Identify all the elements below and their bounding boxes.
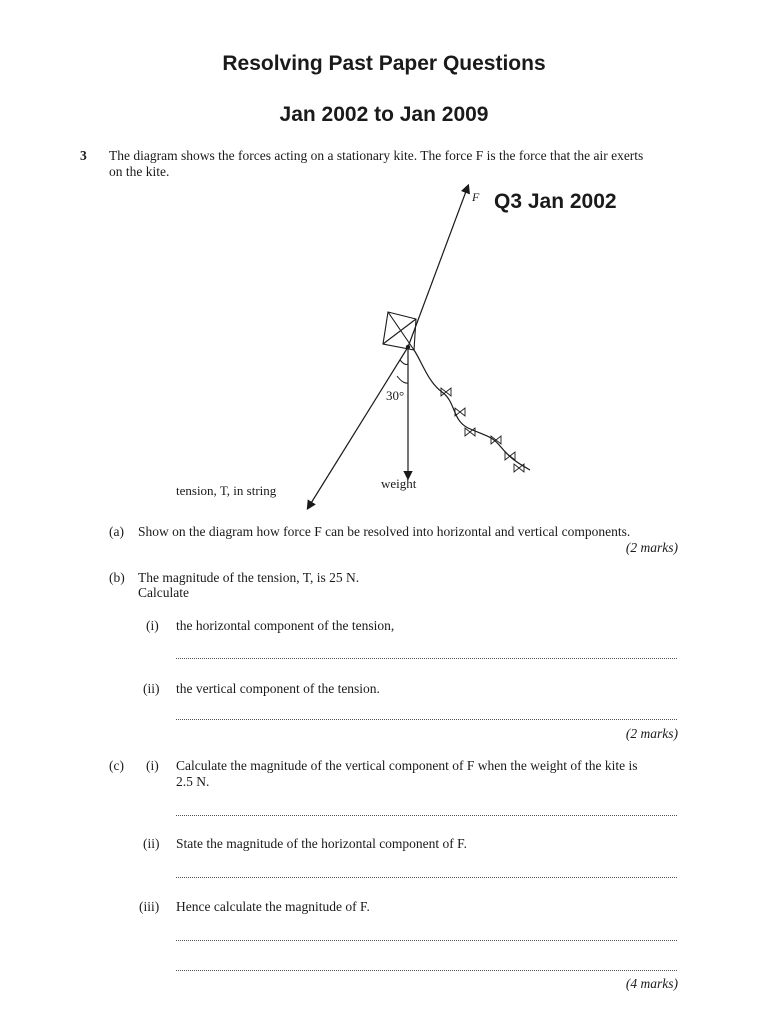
part-c-marks: (4 marks) [625, 976, 678, 991]
part-c-label: (c) [109, 758, 124, 773]
kite-shape [383, 312, 416, 350]
answer-line-c-iii-2[interactable] [176, 970, 677, 971]
part-c-i-text-2: 2.5 N. [176, 774, 210, 789]
part-a-label: (a) [109, 524, 124, 539]
question-source-tag: Q3 Jan 2002 [494, 190, 617, 213]
part-b-i-text: the horizontal component of the tension, [176, 618, 395, 633]
answer-line-c-iii-1[interactable] [176, 940, 677, 941]
answer-line-c-ii[interactable] [176, 877, 677, 878]
angle-arc [400, 360, 408, 365]
kite-tail [414, 350, 530, 470]
part-b-ii-text: the vertical component of the tension. [176, 681, 380, 696]
part-c-i-text-1: Calculate the magnitude of the vertical component of F when the weight of the kite is [176, 758, 638, 773]
part-c-i-label: (i) [146, 758, 159, 773]
answer-line-c-i[interactable] [176, 815, 677, 816]
angle-label: 30° [386, 388, 405, 403]
part-b-i-label: (i) [146, 618, 159, 633]
question-number: 3 [80, 148, 87, 163]
part-c-ii-text: State the magnitude of the horizontal component of F. [176, 836, 467, 851]
force-f-arrow [408, 186, 468, 347]
force-f-label: F [472, 190, 480, 204]
page-subtitle: Jan 2002 to Jan 2009 [279, 103, 489, 126]
part-b-text-2: Calculate [138, 585, 189, 600]
weight-label: weight [381, 476, 417, 491]
part-b-marks: (2 marks) [625, 726, 678, 741]
tail-bows [441, 388, 524, 472]
part-c-ii-label: (ii) [143, 836, 160, 851]
tension-label: tension, T, in string [176, 483, 277, 498]
answer-line-b-ii[interactable] [176, 719, 677, 720]
part-a-text: Show on the diagram how force F can be resolved into horizontal and vertical components. [138, 524, 631, 539]
question-intro-line-1: The diagram shows the forces acting on a stationary kite. The force F is the force that the air exerts [109, 148, 644, 163]
part-b-label: (b) [109, 570, 125, 585]
part-b-ii-label: (ii) [143, 681, 160, 696]
part-c-iii-text: Hence calculate the magnitude of F. [176, 899, 370, 914]
part-b-text-1: The magnitude of the tension, T, is 25 N. [138, 570, 360, 585]
page-title: Resolving Past Paper Questions [222, 52, 546, 75]
part-c-iii-label: (iii) [139, 899, 160, 914]
part-a-marks: (2 marks) [625, 540, 678, 555]
kite-centre-point [406, 345, 410, 349]
question-intro-line-2: on the kite. [109, 164, 170, 179]
answer-line-b-i[interactable] [176, 658, 677, 659]
